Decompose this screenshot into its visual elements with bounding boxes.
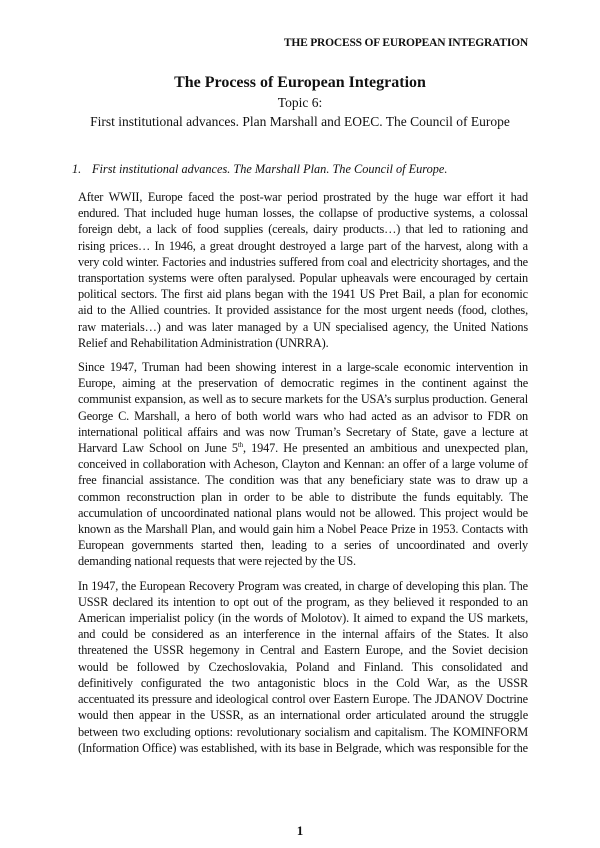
- text-line: free financial assistance. The condition was that any beneficiary state was to draw up a: [78, 473, 528, 488]
- text-line: political sectors. The first aid plans began with the 1941 US Pret Bail, a plan for economic: [78, 287, 528, 302]
- text-line: (Information Office) was established, with its base in Belgrade, which was responsible for the: [78, 740, 528, 755]
- text-line: [78, 440, 528, 456]
- text-line: endured. That included huge human losses, the collapse of productive systems, a colossal: [78, 206, 528, 221]
- paragraph-3: [78, 578, 528, 756]
- text-line: accentuated its pressure and ideological control over Eastern Europe. The JDANOV Doctrine: [78, 692, 528, 707]
- text-line: foreign debt, a lack of food supplies (cereals, dairy products…) that led to rationing and: [78, 222, 528, 237]
- text-line: aid to the Allied countries. It provided assistance for the most urgent needs (food, clothes,: [78, 303, 528, 318]
- text-line: demanding national requests that were rejected by the US.: [78, 554, 356, 569]
- text-line: Since 1947, Truman had been showing interest in a large-scale economic intervention in: [78, 360, 528, 375]
- topic-label: Topic 6:: [277, 95, 323, 110]
- text-line: common reconstruction plan in order to be able to distribute the funds equitably. The: [78, 489, 528, 504]
- text-line: known as the Marshall Plan, and would gain him a Nobel Peace Prize in 1953. Contacts with: [78, 522, 528, 537]
- text-line: would be followed by Czechoslovakia, Poland and Finland. This consolidated and: [78, 659, 528, 674]
- text-line: accumulation of uncoordinated national plans would not be allowed. This project would be: [78, 505, 528, 520]
- text-line: raw materials…) and was later managed by a UN specialised agency, the United Nations: [78, 319, 528, 334]
- text-line: In 1947, the European Recovery Program was created, in charge of developing this plan. The: [78, 578, 528, 593]
- text-line: threatened the USSR hegemony in Central and Eastern Europe, and the Soviet decision: [78, 643, 528, 658]
- paragraph-1: [78, 189, 528, 351]
- text-line: George C. Marshall, a hero of both world wars who had acted as an advisor to FDR on: [78, 408, 528, 423]
- text-line: Relief and Rehabilitation Administration (UNRRA).: [78, 335, 329, 350]
- section-number: 1.: [72, 162, 82, 176]
- section-heading: [72, 162, 447, 177]
- running-header: THE PROCESS OF EUROPEAN INTEGRATION: [283, 37, 528, 49]
- text-line: rising prices… In 1946, a great drought destroyed a large part of the harvest, along with a: [78, 238, 528, 253]
- paragraph-2: [78, 359, 528, 570]
- text-line: Europe, aiming at the preservation of democratic regimes in the continent against the: [78, 376, 528, 391]
- text-line: international political affairs and was now Truman’s Secretary of State, gave a lecture at: [78, 424, 528, 439]
- text-line: would then appear in the USSR, as an international order articulated around the struggle: [78, 708, 528, 723]
- text-line: definitively configurated the two antagonistic blocs in the Cold War, as the USSR: [78, 675, 528, 690]
- text-line: communist expansion, as well as to secure markets for the USA’s surplus production. General: [78, 392, 528, 407]
- superscript: th: [237, 440, 243, 449]
- document-title: The Process of European Integration: [174, 74, 426, 91]
- page-number: 1: [296, 823, 304, 838]
- topic-subtitle: First institutional advances. Plan Marshall and EOEC. The Council of Europe: [90, 114, 510, 129]
- text-line: between two excluding options: revolutionary socialism and capitalism. The KOMINFORM: [78, 724, 528, 739]
- text-line: European governments started then, leading to a series of uncoordinated and overly: [78, 538, 528, 553]
- text-fragment: Harvard Law School on June 5: [78, 441, 238, 456]
- text-line: After WWII, Europe faced the post-war period prostrated by the huge war effort it had: [78, 190, 528, 204]
- text-line: transportation systems were often paralysed. Popular upheavals were encouraged by certain: [78, 271, 528, 286]
- section-title: First institutional advances. The Marshall Plan. The Council of Europe.: [92, 162, 448, 176]
- text-line: conceived in collaboration with Acheson, Clayton and Kennan: an offer of a large volume of: [78, 457, 528, 472]
- text-line: USSR declared its intention to opt out of the program, as they believed it responded to an: [78, 594, 528, 609]
- body-text: [78, 189, 528, 764]
- text-line: very cold winter. Factories and industries suffered from coal and electricity shortages, and the: [78, 254, 528, 269]
- text-line: American imperialist policy (in the words of Molotov). It aimed to expand the US markets,: [78, 611, 528, 626]
- text-fragment: , 1947. He presented an ambitious and unexpected plan,: [243, 441, 529, 456]
- text-line: and could be considered as an interference in the internal affairs of the States. It also: [78, 627, 528, 642]
